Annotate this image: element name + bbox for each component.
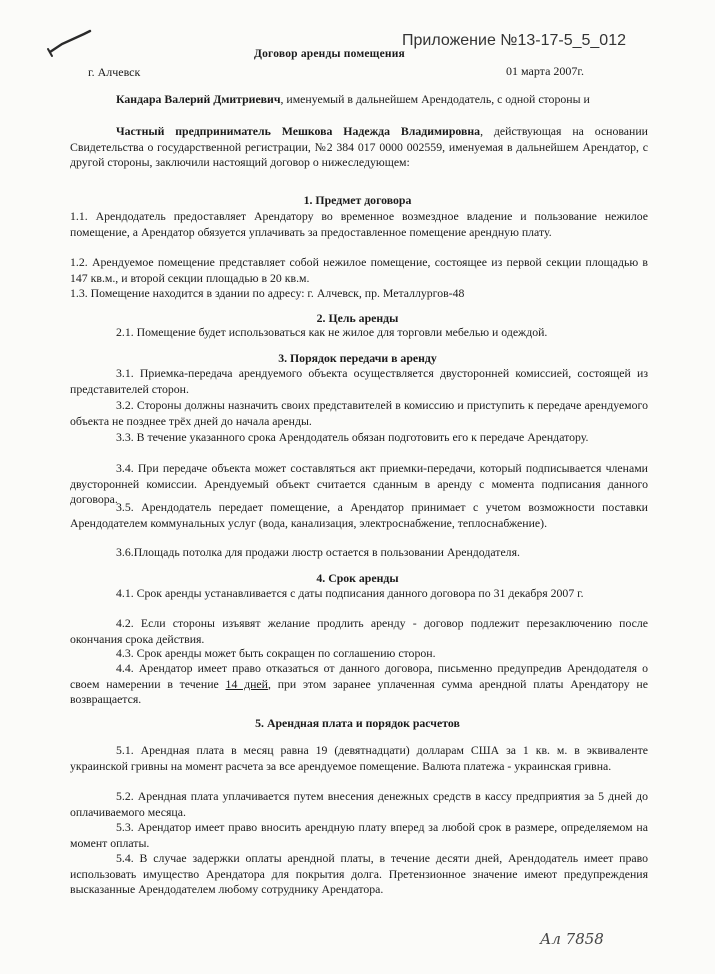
clause-4-4 [70, 661, 648, 708]
clause-1-1: 1.1. Арендодатель предоставляет Арендатору во временное возмездное владение и пользование нежилое помещение, а Арендатор обязуется уплачивать за предоставленное помещение арендную плату. [70, 209, 648, 239]
clause-1-2: 1.2. Арендуемое помещение представляет собой нежилое помещение, состоящее из первой секции площадью в 147 кв.м., и второй секции площадью в 20 кв.м. [70, 255, 648, 285]
contract-city: г. Алчевск [88, 65, 141, 79]
clause-5-4: 5.4. В случае задержки оплаты арендной платы, в течение десяти дней, Арендодатель имеет право использовать имущество Арендатора для покрытия долга. Претензионное значение имеют предупреждения высказанные Арендодателем любому сотруднику Арендатора. [70, 851, 648, 897]
section-4-heading: 4. Срок аренды [316, 571, 399, 585]
appendix-number: Приложение №13-17-5_5_012 [402, 32, 626, 49]
clause-4-4-end: , при этом заранее уплаченная сумма арендной платы Арендатору не возвращается. [70, 676, 648, 707]
notice-period: 14 дней [225, 676, 268, 691]
tenant-name: Частный предприниматель Мешкова Надежда Владимировна [116, 124, 481, 138]
handwritten-reference: Ал 7858 [540, 930, 604, 948]
intro-paragraph-landlord [70, 92, 648, 108]
landlord-text: , именуемый в дальнейшем Арендодатель, с одной стороны и [280, 92, 590, 106]
section-1-heading: 1. Предмет договора [303, 193, 412, 207]
clause-4-1: 4.1. Срок аренды устанавливается с даты подписания данного договора по 31 декабря 2007 г. [116, 586, 584, 600]
clause-3-6: 3.6.Площадь потолка для продажи люстр остается в пользовании Арендодателя. [116, 545, 520, 559]
clause-4-2: 4.2. Если стороны изъявят желание продлить аренду - договор подлежит перезаключению после окончания срока действия. [70, 616, 648, 646]
clause-4-4-start: 4.4. Арендатор имеет право отказаться от данного договора, письменно предупредив Арендодателя о своем намерении в течение [70, 661, 648, 691]
clause-2-1: 2.1. Помещение будет использоваться как не жилое для торговли мебелью и одеждой. [116, 325, 548, 339]
clause-3-1: 3.1. Приемка-передача арендуемого объекта осуществляется двусторонней комиссией, состоящей из представителей сторон. [70, 366, 648, 396]
clause-5-1: 5.1. Арендная плата в месяц равна 19 (девятнадцати) долларам США за 1 кв. м. в эквиваленте украинской гривны на момент расчета за все арендуемое помещение. Валюта платежа - украинская гривна. [70, 743, 648, 773]
clause-5-2: 5.2. Арендная плата уплачивается путем внесения денежных средств в кассу предприятия за 5 дней до оплачиваемого месяца. [70, 789, 648, 819]
landlord-name: Кандара Валерий Дмитриевич [116, 92, 281, 106]
section-3-heading: 3. Порядок передачи в аренду [278, 351, 437, 365]
clause-1-3: 1.3. Помещение находится в здании по адресу: г. Алчевск, пр. Металлургов-48 [70, 286, 465, 300]
tenant-text: , действующая на основании Свидетельства о государственной регистрации, №2 384 017 0000 002559, именуемая в дальнейшем Арендатор, с другой стороны, заключили настоящий договор о нижеследующем: [70, 124, 648, 170]
section-5-heading: 5. Арендная плата и порядок расчетов [255, 716, 460, 730]
clause-3-2: 3.2. Стороны должны назначить своих представителей в комиссию и приступить к передаче арендуемого объекта не позднее трёх дней до начала аренды. [70, 398, 648, 428]
clause-4-3: 4.3. Срок аренды может быть сокращен по соглашению сторон. [116, 646, 436, 660]
document-title: Договор аренды помещения [254, 48, 405, 60]
clause-5-3: 5.3. Арендатор имеет право вносить арендную плату вперед за любой срок в размере, определяемом на момент оплаты. [70, 820, 648, 850]
contract-date: 01 марта 2007г. [506, 64, 584, 78]
clause-3-4: 3.4. При передаче объекта может составляться акт приемки-передачи, который подписывается членами двусторонней комиссии. Арендуемый объект считается сданным в аренду с момента подписания данного договора. [70, 461, 648, 507]
section-2-heading: 2. Цель аренды [316, 311, 399, 325]
intro-paragraph-tenant [70, 124, 648, 171]
clause-3-3: 3.3. В течение указанного срока Арендодатель обязан подготовить его к передаче Арендатору. [116, 430, 589, 444]
clause-3-5: 3.5. Арендодатель передает помещение, а Арендатор принимает с учетом возможности поставки Арендодателем коммунальных услуг (вода, канализация, электроснабжение, теплоснабжение). [70, 500, 648, 530]
